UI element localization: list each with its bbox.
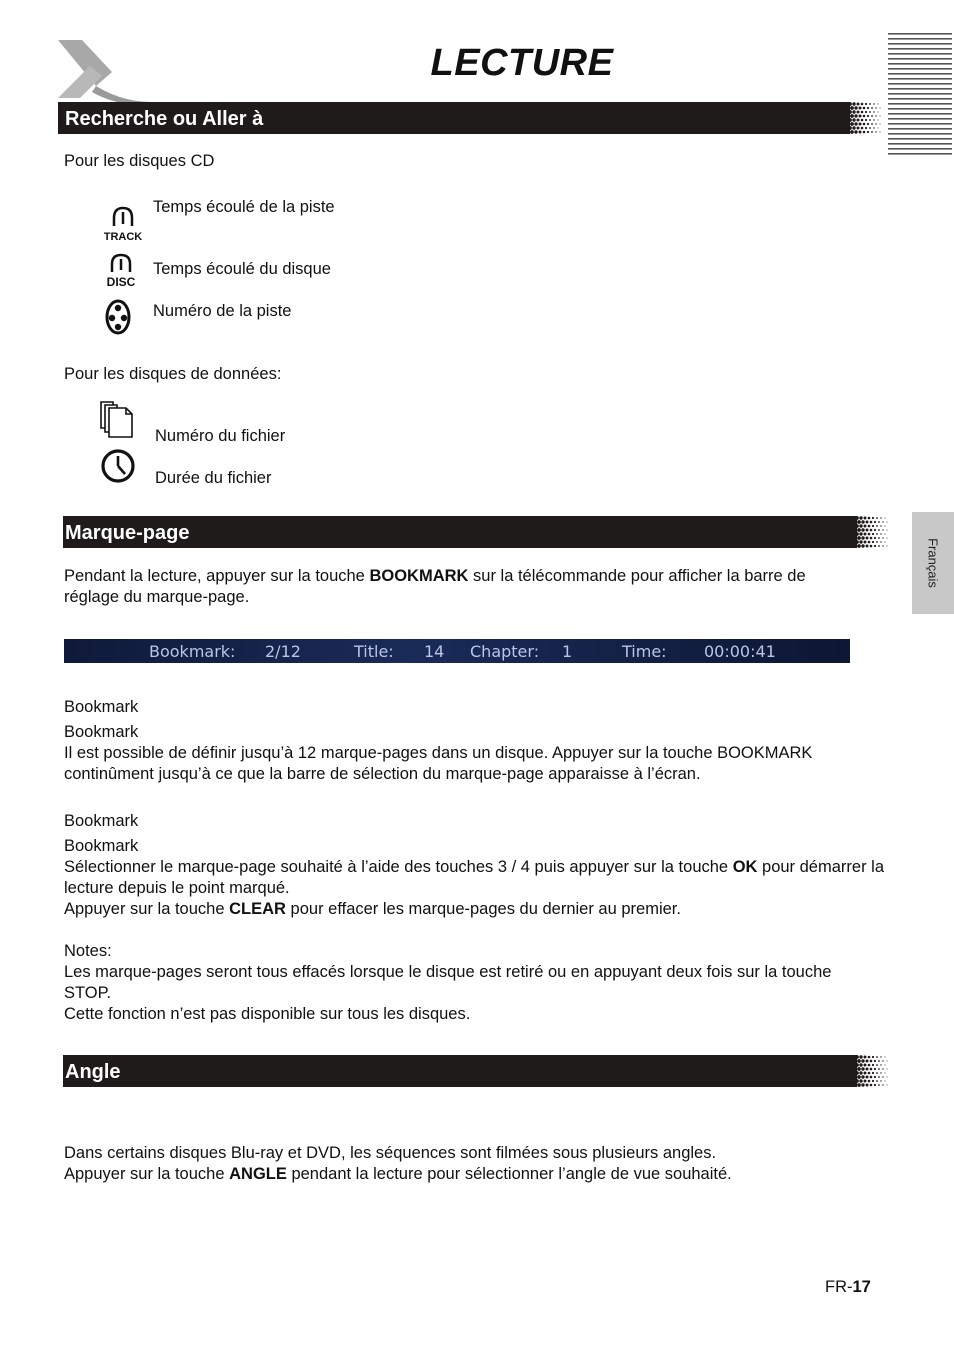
page-title: LECTURE [430, 42, 614, 84]
note-text: Les marque-pages seront tous effacés lorsque le disque est retiré ou en appuyant deux fois sur la touche STOP. [64, 963, 832, 1002]
track-elapsed-icon [104, 204, 142, 242]
section-title: Recherche ou Aller à [65, 108, 264, 130]
dot-pattern-decoration [849, 1055, 889, 1087]
osd-bookmark-value: 2/12 [265, 642, 301, 661]
section-header-search [58, 102, 882, 134]
cd-item-label: Numéro de la piste [153, 302, 292, 320]
osd-title-label: Title: [354, 642, 394, 661]
angle-paragraph: Dans certains disques Blu-ray et DVD, les séquences sont filmées sous plusieurs angles. [64, 1144, 717, 1162]
section-header-bookmark [63, 516, 889, 548]
track-number-icon [103, 298, 141, 336]
section-header-angle [63, 1055, 889, 1087]
bookmark-line: Bookmark [64, 698, 139, 716]
language-tab-label: Français [925, 538, 941, 588]
cd-item-label: Temps écoulé du disque [153, 260, 331, 278]
dot-pattern-decoration [842, 102, 882, 134]
bookmark-osd-bar [64, 639, 850, 663]
bookmark-line: Bookmark [64, 812, 139, 830]
cd-item-label: Temps écoulé de la piste [153, 198, 335, 216]
osd-title-value: 14 [424, 642, 445, 661]
section-title: Angle [65, 1061, 121, 1083]
data-item-label: Durée du fichier [155, 469, 272, 487]
osd-time-value: 00:00:41 [704, 642, 776, 661]
bookmark-line: Bookmark [64, 837, 139, 855]
bookmark-paragraph: Il est possible de définir jusqu’à 12 marque-pages dans un disque. Appuyer sur la touche BOOKMARK continûment jusqu’à ce que la barre de sélection du marque-page apparaisse à l’écran. [64, 744, 813, 783]
clock-icon [99, 448, 137, 486]
dot-pattern-decoration [849, 516, 889, 548]
svg-text:DISC: DISC [106, 275, 136, 289]
section-title: Marque-page [65, 522, 190, 544]
osd-time-label: Time: [622, 642, 667, 661]
osd-chapter-value: 1 [562, 642, 573, 661]
cd-intro: Pour les disques CD [64, 152, 215, 170]
bookmark-intro: Pendant la lecture, appuyer sur la touche BOOKMARK sur la télécommande pour afficher la barre de réglage du marque-page. [64, 567, 806, 606]
decorative-stripes [888, 33, 952, 159]
disc-elapsed-icon [104, 252, 142, 290]
brand-logo [52, 36, 156, 106]
file-number-icon [98, 400, 136, 438]
data-intro: Pour les disques de données: [64, 365, 282, 383]
svg-text:TRACK: TRACK [104, 231, 142, 242]
angle-paragraph: Appuyer sur la touche ANGLE pendant la lecture pour sélectionner l’angle de vue souhaité. [64, 1165, 732, 1183]
bookmark-paragraph: Appuyer sur la touche CLEAR pour effacer les marque-pages du dernier au premier. [64, 900, 681, 918]
language-tab [912, 512, 954, 614]
notes-title: Notes: [64, 942, 112, 960]
data-item-label: Numéro du fichier [155, 427, 286, 445]
bookmark-paragraph: Sélectionner le marque-page souhaité à l’aide des touches 3 / 4 puis appuyer sur la touche OK pour démarrer la lecture depuis le point marqué. [64, 858, 884, 897]
bookmark-line: Bookmark [64, 723, 139, 741]
note-text: Cette fonction n’est pas disponible sur tous les disques. [64, 1005, 471, 1023]
osd-bookmark-label: Bookmark: [149, 642, 236, 661]
osd-chapter-label: Chapter: [470, 642, 540, 661]
page-number: FR-17 [825, 1278, 871, 1296]
